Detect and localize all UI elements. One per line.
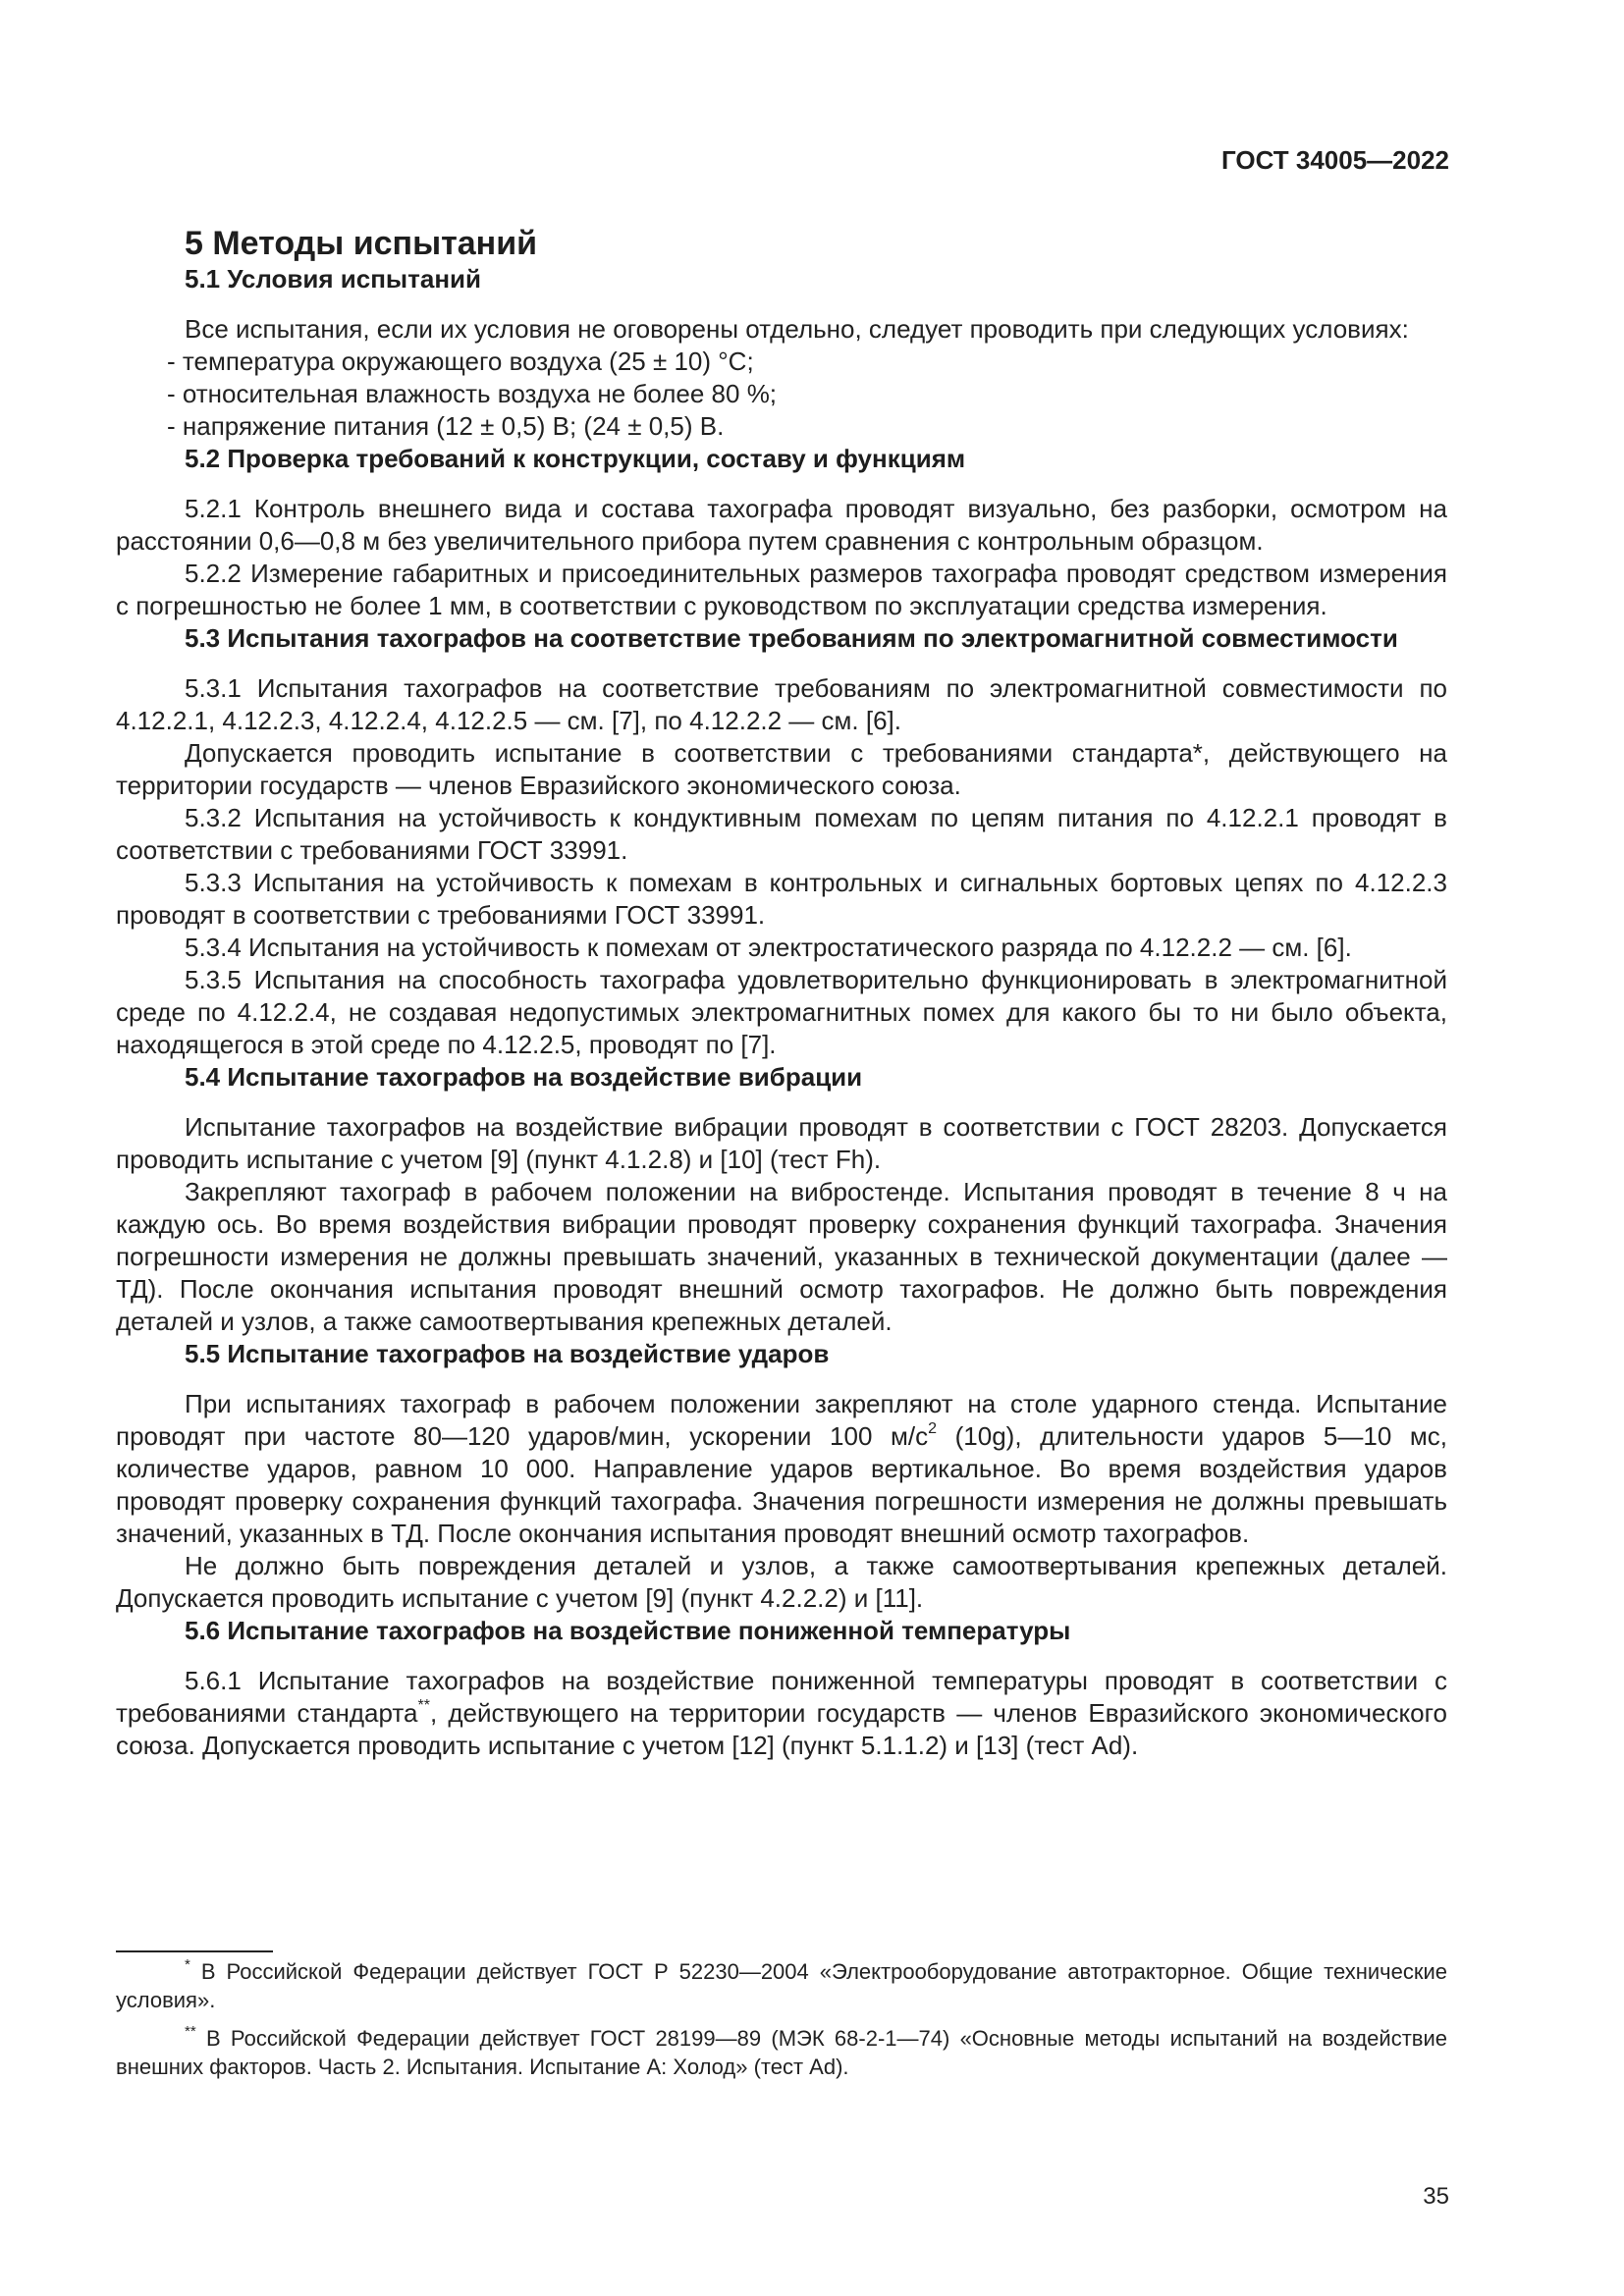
subsection-title-5-3: 5.3 Испытания тахографов на соответствие требованиям по электромагнитной совместимости — [185, 623, 1398, 653]
footnote-mark: * — [185, 1956, 190, 1973]
page-body — [116, 224, 1447, 1762]
paragraph: 5.2.2 Измерение габаритных и присоединительных размеров тахографа проводят средством измерения с погрешностью не более 1 мм, в соответствии с руководством по эксплуатации средства измерения. — [116, 559, 1447, 620]
paragraph — [116, 1665, 1447, 1762]
section-title: 5 Методы испытаний — [185, 225, 538, 262]
paragraph: 5.3.3 Испытания на устойчивость к помехам в контрольных и сигнальных бортовых цепях по 4.12.2.3 проводят в соответствии с требованиями ГОСТ 33991. — [116, 868, 1447, 930]
footnotes — [116, 1957, 1447, 2091]
standard-designation: ГОСТ 34005—2022 — [1221, 145, 1449, 175]
paragraph: Не должно быть повреждения деталей и узлов, а также самоотвертывания крепежных деталей. Допускается проводить испытание с учетом [9] (пункт 4.2.2.2) и [11]. — [116, 1551, 1447, 1613]
subsection-title-5-4: 5.4 Испытание тахографов на воздействие вибрации — [185, 1062, 863, 1092]
paragraph: Допускается проводить испытание в соответствии с требованиями стандарта*, действующего на территории государств — членов Евразийского экономического союза. — [116, 738, 1447, 800]
footnote-text: В Российской Федерации действует ГОСТ 28199—89 (МЭК 68-2-1—74) «Основные методы испытаний на воздействие внешних факторов. Часть 2. Испытания. Испытание А: Холод» (тест Ad). — [116, 2026, 1447, 2079]
superscript: 2 — [928, 1420, 938, 1437]
text-run: (10g), длительности ударов 5—10 мс, количестве ударов, равном 10 000. Направление ударов вертикальное. Во время воздействия ударов проводят проверку сохранения функций тахографа. Значения погрешности измерения не должны превышать значений, указанных в ТД. После окончания испытания проводят внешний осмотр тахографов. — [116, 1421, 1447, 1548]
subsection-title-5-2: 5.2 Проверка требований к конструкции, составу и функциям — [185, 444, 966, 473]
text-run: При испытаниях тахограф в рабочем положении закрепляют на столе ударного стенда. Испытание проводят при частоте 80—120 ударов/мин, ускорении 100 м/с — [116, 1389, 1447, 1451]
list-item: - напряжение питания (12 ± 0,5) В; (24 ± 0,5) В. — [167, 411, 725, 441]
subsection-title-5-5: 5.5 Испытание тахографов на воздействие ударов — [185, 1339, 830, 1368]
paragraph: 5.3.5 Испытания на способность тахографа удовлетворительно функционировать в электромагнитной среде по 4.12.2.4, не создавая недопустимых электромагнитных помех для какого бы то ни было объекта, находящегося в этой среде по 4.12.2.5, проводят по [7]. — [116, 965, 1447, 1059]
paragraph: 5.3.4 Испытания на устойчивость к помехам от электростатического разряда по 4.12.2.2 — см. [6]. — [185, 933, 1352, 962]
paragraph: 5.3.2 Испытания на устойчивость к кондуктивным помехам по цепям питания по 4.12.2.1 проводят в соответствии с требованиями ГОСТ 33991. — [116, 803, 1447, 865]
list-item: - относительная влажность воздуха не более 80 %; — [167, 379, 778, 408]
text-run: , действующего на территории государств — членов Евразийского экономического союза. Допускается проводить испытание с учетом [12] (пункт 5.1.1.2) и [13] (тест Ad). — [116, 1698, 1448, 1760]
footnote-ref: ** — [417, 1697, 430, 1714]
page-number: 35 — [1423, 2183, 1449, 2210]
footnote — [116, 2024, 1447, 2081]
footnote-text: В Российской Федерации действует ГОСТ Р 52230—2004 «Электрооборудование автотракторное. Общие технические условия». — [116, 1959, 1447, 2012]
list-item: - температура окружающего воздуха (25 ± 10) °С; — [167, 347, 754, 376]
footnote-divider — [116, 1950, 273, 1952]
subsection-title-5-1: 5.1 Условия испытаний — [185, 264, 481, 294]
paragraph: 5.3.1 Испытания тахографов на соответствие требованиям по электромагнитной совместимости по 4.12.2.1, 4.12.2.3, 4.12.2.4, 4.12.2.5 — см. [7], по 4.12.2.2 — см. [6]. — [116, 673, 1447, 735]
footnote — [116, 1957, 1447, 2014]
paragraph: Закрепляют тахограф в рабочем положении на вибростенде. Испытания проводят в течение 8 ч на каждую ось. Во время воздействия вибрации проводят проверку сохранения функций тахографа. Значения погрешности измерения не должны превышать значений, указанных в технической документации (далее — ТД). После окончания испытания проводят внешний осмотр тахографов. Не должно быть повреждения деталей и узлов, а также самоотвертывания крепежных деталей. — [116, 1177, 1447, 1336]
paragraph: Испытание тахографов на воздействие вибрации проводят в соответствии с ГОСТ 28203. Допускается проводить испытание с учетом [9] (пункт 4.1.2.8) и [10] (тест Fh). — [116, 1112, 1447, 1174]
footnote-mark: ** — [185, 2023, 196, 2040]
text-run: 5.6.1 Испытание тахографов на воздействие пониженной температуры проводят в соответствии с требованиями стандарта — [116, 1666, 1447, 1728]
paragraph: Все испытания, если их условия не оговорены отдельно, следует проводить при следующих условиях: — [185, 314, 1409, 344]
paragraph — [116, 1388, 1447, 1550]
subsection-title-5-6: 5.6 Испытание тахографов на воздействие пониженной температуры — [185, 1616, 1071, 1645]
paragraph: 5.2.1 Контроль внешнего вида и состава тахографа проводят визуально, без разборки, осмотром на расстоянии 0,6—0,8 м без увеличительного прибора путем сравнения с контрольным образцом. — [116, 494, 1447, 556]
